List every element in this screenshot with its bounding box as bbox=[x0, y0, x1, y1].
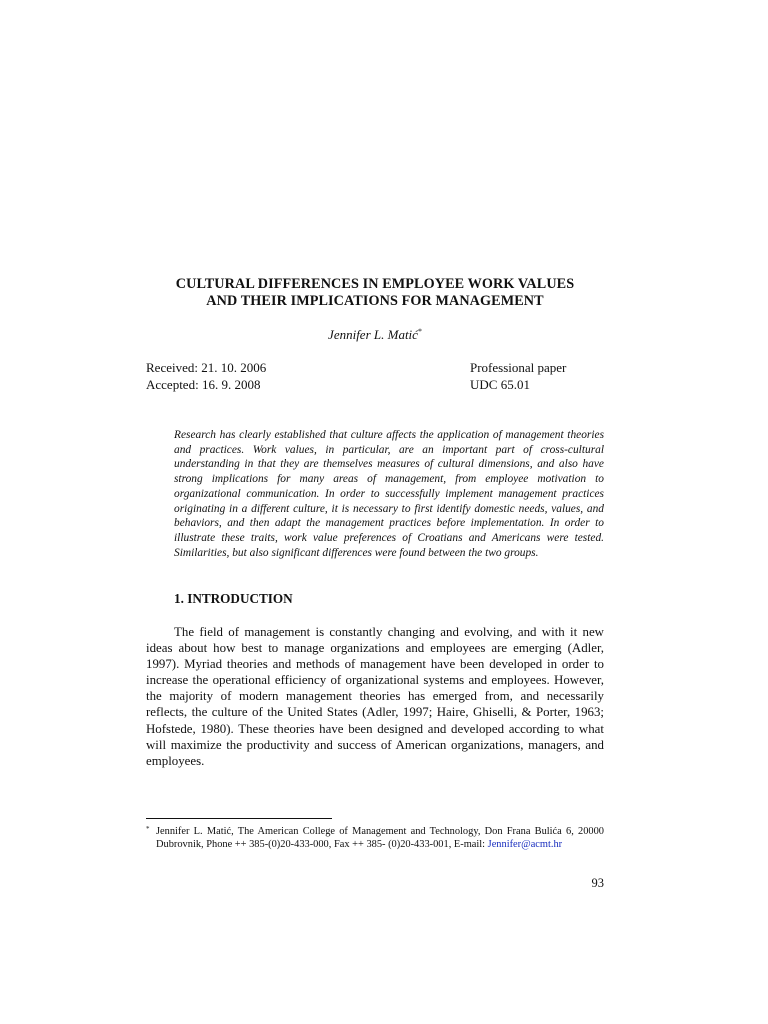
paper-title bbox=[146, 276, 604, 310]
udc-code: UDC 65.01 bbox=[470, 377, 530, 392]
paper-page bbox=[146, 0, 604, 1024]
paper-type: Professional paper bbox=[470, 360, 567, 375]
abstract: Research has clearly established that culture affects the application of management theories and practices. Work values, in particular, are an important part of cross-cultural understanding in that they are themselves measures of cultural dimensions, and also have strong implications for many areas of management, from employee motivation to organizational communication. In order to successfully implement management practices originating in a different culture, it is necessary to first identify domestic needs, values, and behaviors, and then adapt the management practices before implementation. In order to illustrate these traits, work value preferences of Croatians and Americans were tested. Similarities, but also significant differences were found between the two groups. bbox=[174, 429, 604, 559]
paper-title-line-2: AND THEIR IMPLICATIONS FOR MANAGEMENT bbox=[206, 293, 544, 309]
author-line bbox=[146, 327, 604, 343]
paper-title-line-1: CULTURAL DIFFERENCES IN EMPLOYEE WORK VALUES bbox=[175, 276, 575, 292]
section-heading: 1. INTRODUCTION bbox=[174, 591, 293, 606]
footnote-marker: * bbox=[146, 825, 150, 833]
received-date: Received: 21. 10. 2006 bbox=[146, 360, 267, 375]
author-footnote-marker: * bbox=[417, 327, 422, 336]
page-number: 93 bbox=[591, 876, 604, 890]
accepted-date: Accepted: 16. 9. 2008 bbox=[146, 377, 261, 392]
footnote-divider bbox=[146, 818, 332, 819]
footnote bbox=[146, 825, 604, 851]
author-name: Jennifer L. Matić bbox=[328, 327, 418, 342]
footnote-text: Jennifer L. Matić, The American College of Management and Technology, Don Frana Bulića 6, 20000 Dubrovnik, Phone ++ 385-(0)20-433-000, Fax ++ 385- (0)20-433-001, E-mail: bbox=[156, 826, 604, 850]
footnote-email-link[interactable]: Jennifer@acmt.hr bbox=[487, 839, 563, 850]
introduction-paragraph: The field of management is constantly changing and evolving, and with it new ideas about how best to manage organizations and employees are emerging (Adler, 1997). Myriad theories and methods of management have been developed in order to increase the operational efficiency of organizational systems and employees. However, the majority of modern management theories has emerged from, and necessarily reflects, the culture of the United States (Adler, 1997; Haire, Ghiselli, & Porter, 1963; Hofstede, 1980). These theories have been designed and developed according to what will maximize the productivity and success of American organizations, managers, and employees. bbox=[146, 625, 604, 768]
